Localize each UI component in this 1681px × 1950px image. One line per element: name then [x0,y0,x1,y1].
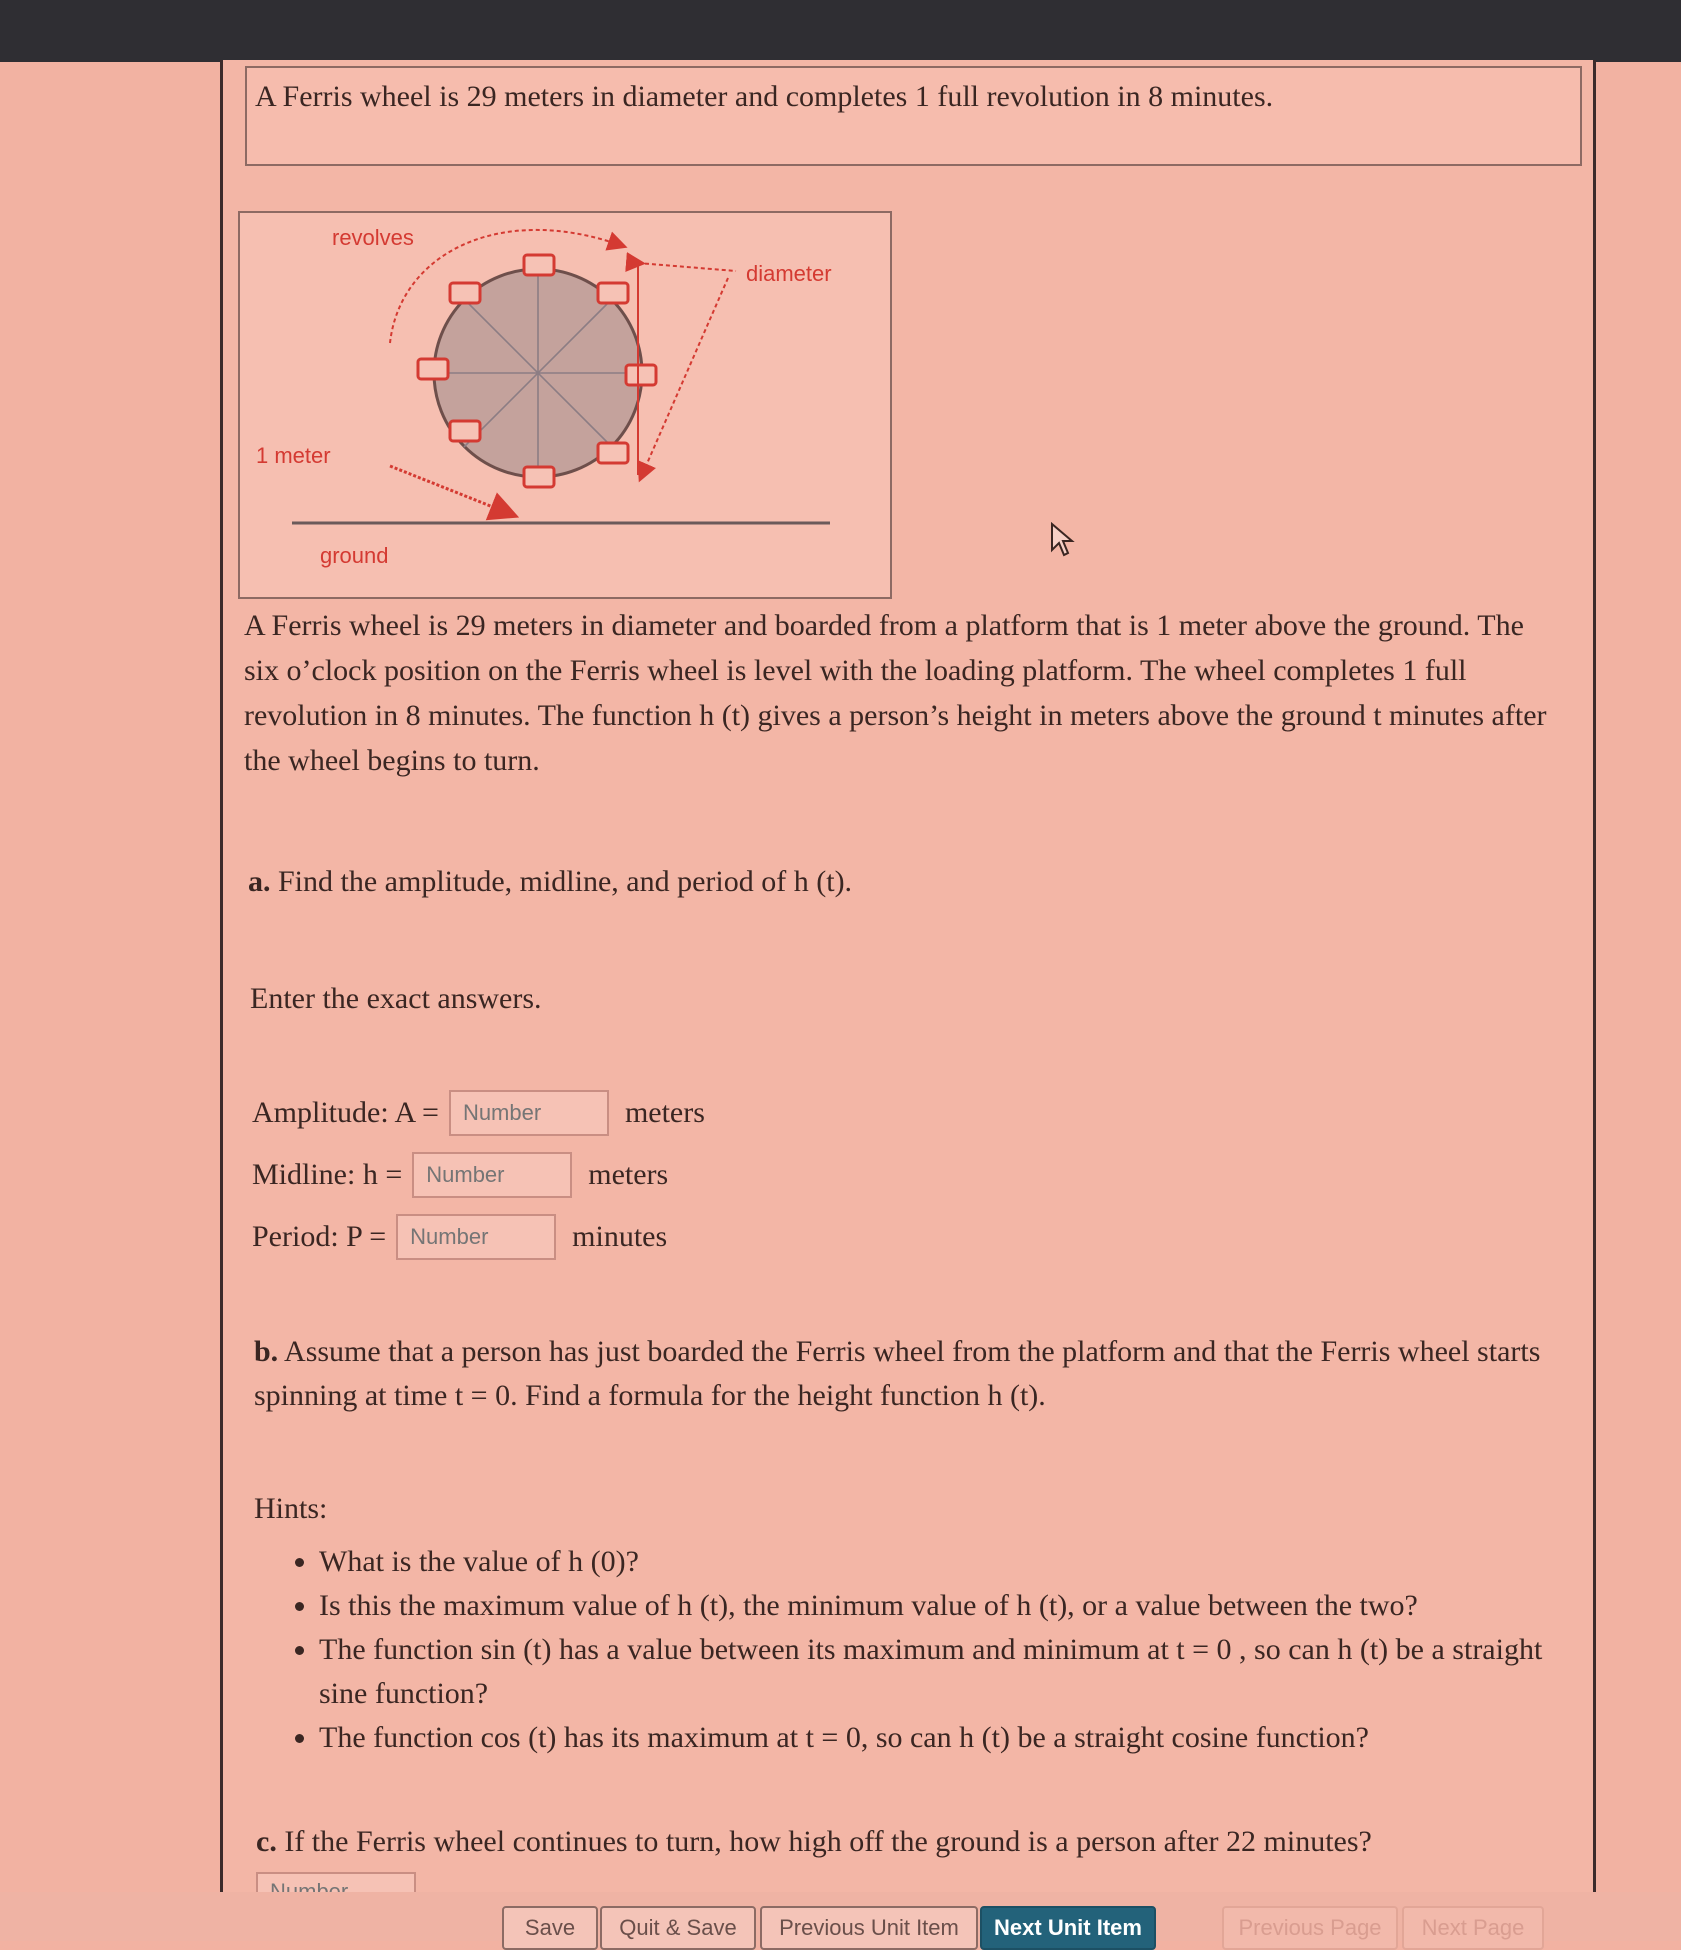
intro-text: A Ferris wheel is 29 meters in diameter and completes 1 full revolution in 8 minutes. [255,80,1274,113]
amplitude-unit: meters [624,1096,705,1129]
hint-list [285,1540,1589,1760]
label-revolves: revolves [332,225,414,250]
midline-unit: meters [588,1158,669,1191]
part-c-question: c. If the Ferris wheel continues to turn, how high off the ground is a person after 22 minutes? [256,1825,1372,1858]
next-unit-item-button[interactable]: Next Unit Item [980,1906,1156,1950]
hint-item: • What is the value of h (0)? [319,1540,1589,1584]
midline-input[interactable] [412,1152,572,1198]
period-input[interactable] [396,1214,556,1260]
quit-save-button[interactable]: Quit & Save [600,1906,756,1950]
midline-row [252,1152,668,1198]
save-button[interactable]: Save [502,1906,598,1950]
next-page-button[interactable]: Next Page [1402,1906,1544,1950]
previous-page-button[interactable]: Previous Page [1222,1906,1398,1950]
hint-item: • The function sin (t) has a value between its maximum and minimum at t = 0 , so can h (t) be a straight sine function? [319,1628,1589,1716]
problem-description: A Ferris wheel is 29 meters in diameter and boarded from a platform that is 1 meter above the ground. The six o’clock position on the Ferris wheel is level with the loading platform. The wheel completes 1 full revolution in 8 minutes. The function h (t) gives a person’s height in meters above the ground t minutes after the wheel begins to turn. [244,609,1547,777]
label-diameter: diameter [746,261,832,286]
part-a-question: a. Find the amplitude, midline, and period of h (t). [248,865,853,898]
period-row [252,1214,667,1260]
hint-item: • The function cos (t) has its maximum at t = 0, so can h (t) be a straight cosine function? [319,1716,1589,1760]
period-unit: minutes [572,1220,668,1253]
hints-title: Hints: [254,1492,328,1525]
ferris-wheel-figure [238,211,892,599]
part-b-question: b. Assume that a person has just boarded the Ferris wheel from the platform and that the Ferris wheel starts spinning at time t = 0. Find a formula for the height function h (t). [254,1335,1541,1412]
hint-item: • Is this the maximum value of h (t), the minimum value of h (t), or a value between the two? [319,1584,1589,1628]
previous-unit-item-button[interactable]: Previous Unit Item [760,1906,978,1950]
top-bar [0,0,1681,62]
label-one-meter: 1 meter [256,443,331,468]
one-meter-arrow [390,466,508,513]
midline-label: Midline: h = [252,1158,403,1191]
period-label: Period: P = [252,1220,387,1253]
amplitude-row [252,1090,705,1136]
amplitude-input[interactable] [449,1090,609,1136]
part-a-instruction: Enter the exact answers. [250,982,542,1015]
amplitude-label: Amplitude: A = [252,1096,439,1129]
mouse-cursor-icon [1050,522,1076,558]
label-ground: ground [320,543,389,568]
